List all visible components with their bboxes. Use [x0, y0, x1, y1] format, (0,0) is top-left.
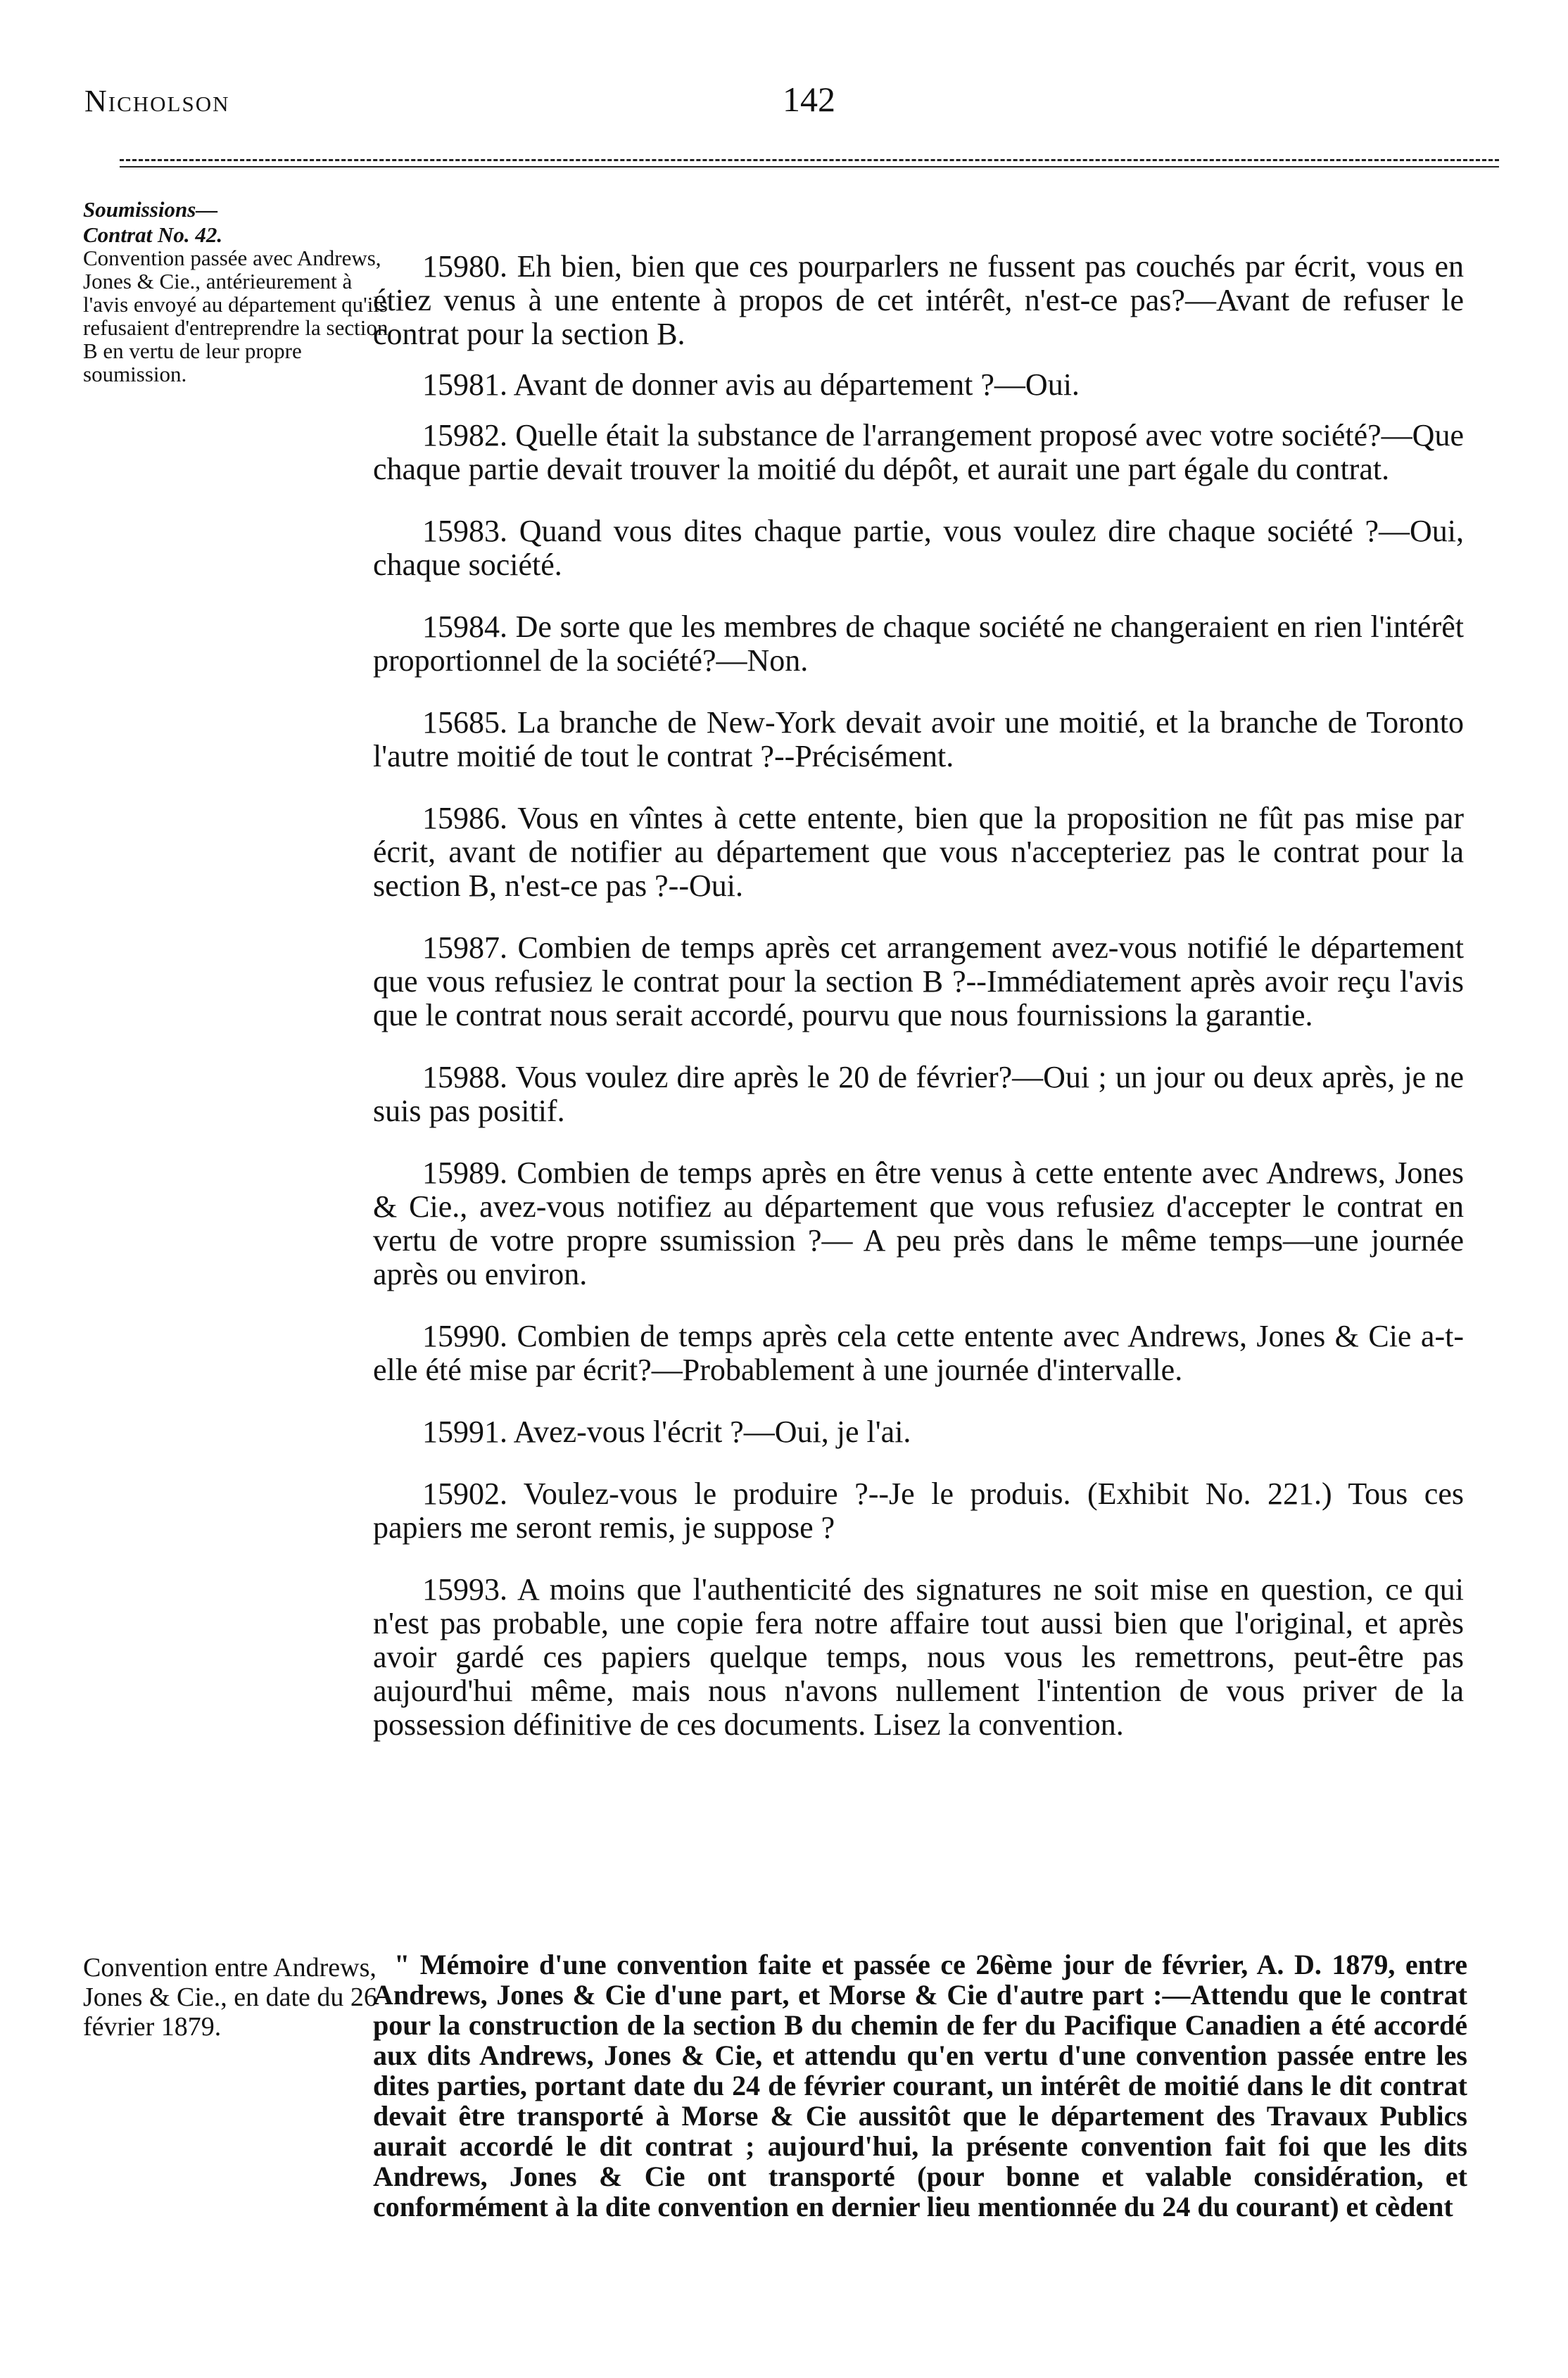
running-title: Nicholson: [84, 84, 230, 118]
testimony-body: [373, 250, 1464, 1770]
quoted-convention: " Mémoire d'une convention faite et passée ce 26ème jour de février, A. D. 1879, entre Andrews, Jones & Cie d'une part, et Morse & Cie d'autre part :—Attendu que le contrat pour la construction de la section B du chemin de fer du Pacifique Canadien a été accordé aux dits Andrews, Jones & Cie, et attendu qu'en vertu d'une convention passée entre les dites parties, portant date du 24 de février courant, un intérêt de moitié dans le dit contrat devait être transporté à Morse & Cie aussitôt que le département des Travaux Publics aurait accordé le dit contrat ; aujourd'hui, la présente convention fait foi que les dits Andrews, Jones & Cie ont transporté (pour bonne et valable considération, et conformément à la dite convention en dernier lieu mentionnée du 24 du courant) et cèdent: [373, 1949, 1467, 2222]
testimony-paragraph: 15983. Quand vous dites chaque partie, vous voulez dire chaque société ?—Oui, chaque société.: [373, 514, 1464, 582]
margin-heading: [83, 197, 222, 248]
margin-note: Convention entre Andrews, Jones & Cie., en date du 26 février 1879.: [83, 1953, 377, 2042]
testimony-paragraph: 15991. Avez-vous l'écrit ?—Oui, je l'ai.: [422, 1415, 911, 1449]
testimony-paragraph: 15982. Quelle était la substance de l'arrangement proposé avec votre société?—Que chaque partie devait trouver la moitié du dépôt, et aurait une part égale du contrat.: [373, 418, 1464, 486]
margin-heading-line2: Contrat No. 42.: [83, 222, 223, 247]
margin-heading-line1: Soumissions—: [83, 197, 218, 222]
testimony-paragraph: 15902. Voulez-vous le produire ?--Je le produis. (Exhibit No. 221.) Tous ces papiers me seront remis, je suppose ?: [373, 1476, 1464, 1545]
testimony-paragraph: 15990. Combien de temps après cela cette entente avec Andrews, Jones & Cie a-t-elle été mise par écrit?—Probablement à une journée d'intervalle.: [373, 1319, 1464, 1387]
testimony-paragraph: 15987. Combien de temps après cet arrangement avez-vous notifié le département que vous refusiez le contrat pour la section B ?--Immédiatement après avoir reçu l'avis que le contrat nous serait accordé, pourvu que nous fournissions la garantie.: [373, 930, 1464, 1032]
testimony-paragraph: 15984. De sorte que les membres de chaque société ne changeraient en rien l'intérêt proportionnel de la société?—Non.: [373, 609, 1464, 678]
header-rule-solid: [120, 166, 1499, 167]
testimony-paragraph: 15989. Combien de temps après en être venus à cette entente avec Andrews, Jones & Cie., avez-vous notifiez au département que vous refusiez d'accepter le contrat en vertu de votre propre ssumission ?— A peu près dans le même temps—une journée après ou environ.: [373, 1156, 1464, 1291]
margin-note: Convention passée avec Andrews, Jones & Cie., antérieurement à l'avis envoyé au département qu'ils refusaient d'entreprendre la section B en vertu de leur propre soumission.: [83, 246, 388, 386]
testimony-paragraph: 15986. Vous en vîntes à cette entente, bien que la proposition ne fût pas mise par écrit, avant de notifier au département que vous n'accepteriez pas le contrat pour la section B, n'est-ce pas ?--Oui.: [373, 801, 1464, 903]
testimony-paragraph: 15980. Eh bien, bien que ces pourparlers ne fussent pas couchés par écrit, vous en étiez venus à une entente à propos de cet intérêt, n'est-ce pas?—Avant de refuser le contrat pour la section B.: [373, 249, 1464, 351]
page-number: 142: [783, 80, 835, 119]
testimony-paragraph: 15685. La branche de New-York devait avoir une moitié, et la branche de Toronto l'autre moitié de tout le contrat ?--Précisément.: [373, 705, 1464, 773]
header-rule: [120, 159, 1499, 161]
testimony-paragraph: 15981. Avant de donner avis au département ?—Oui.: [422, 367, 1080, 402]
testimony-paragraph: 15993. A moins que l'authenticité des signatures ne soit mise en question, ce qui n'est pas probable, une copie fera notre affaire tout aussi bien que l'original, et après avoir gardé ces papiers quelque temps, nous vous les remettrons, peut-être pas aujourd'hui même, mais nous n'avons nullement l'intention de vous priver de la possession définitive de ces documents. Lisez la convention.: [373, 1572, 1464, 1742]
testimony-paragraph: 15988. Vous voulez dire après le 20 de février?—Oui ; un jour ou deux après, je ne suis pas positif.: [373, 1060, 1464, 1128]
